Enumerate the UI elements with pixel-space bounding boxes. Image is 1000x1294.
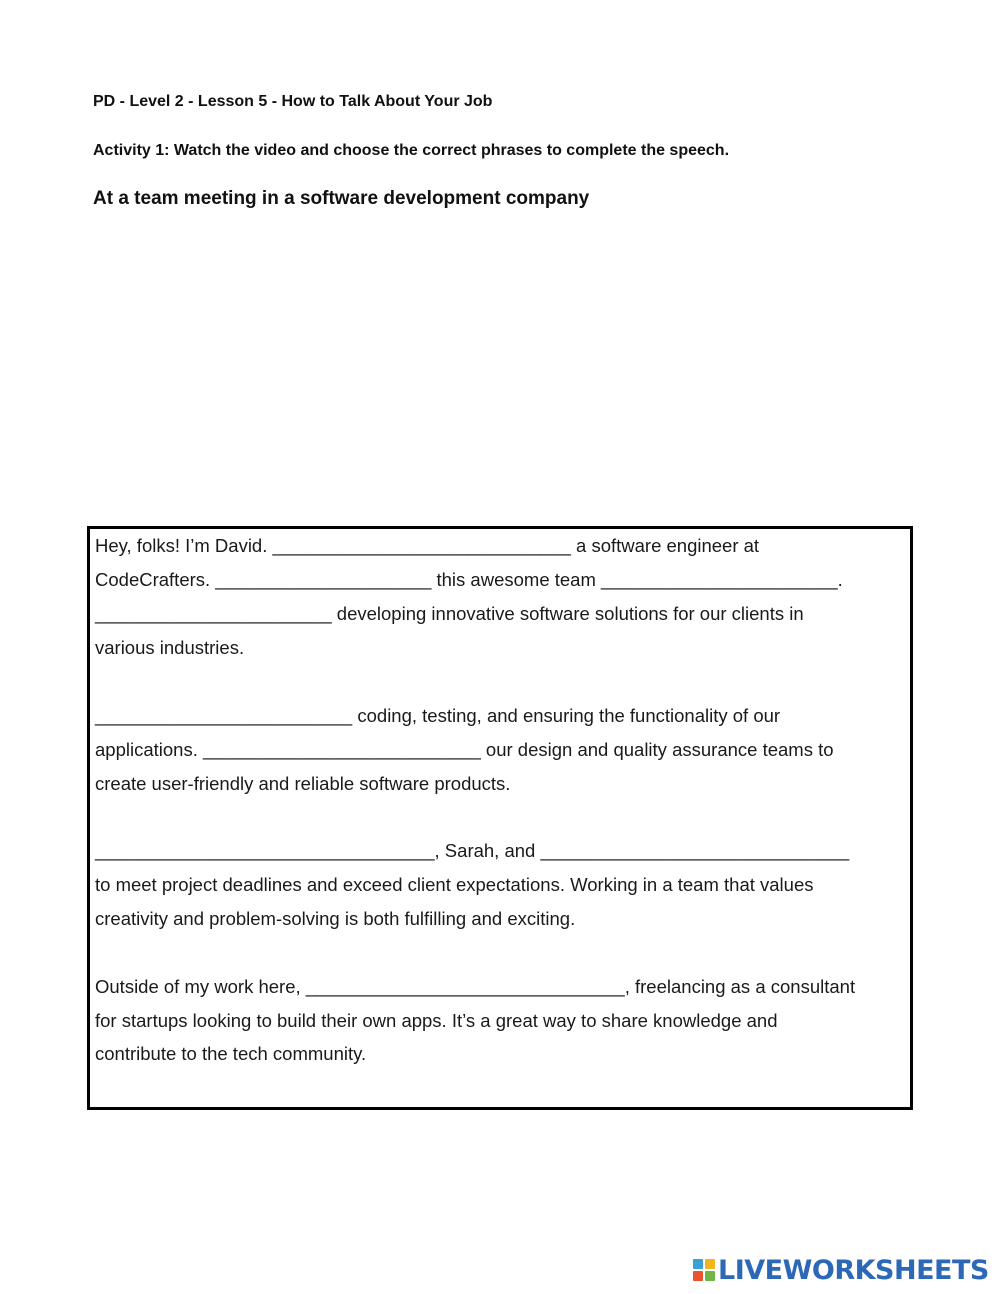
speech-line: creativity and problem-solving is both fulfilling and exciting. [95, 908, 576, 929]
logo-block [693, 1259, 703, 1269]
speech-line: Outside of my work here, _______________________________, freelancing as a consultant [95, 976, 856, 997]
logo-block [693, 1271, 703, 1281]
logo-blocks-icon [693, 1259, 715, 1281]
logo-text: LIVEWORKSHEETS [718, 1254, 989, 1286]
speech-line: applications. ___________________________ our design and quality assurance teams to [95, 739, 834, 760]
speech-line: various industries. [95, 637, 245, 658]
speech-line: CodeCrafters. _____________________ this awesome team _______________________. [95, 569, 843, 590]
speech-line: Hey, folks! I’m David. _____________________________ a software engineer at [95, 535, 760, 556]
activity-instructions: Activity 1: Watch the video and choose the correct phrases to complete the speech. [93, 142, 730, 159]
speech-line: create user-friendly and reliable software products. [95, 773, 511, 794]
speech-box [87, 526, 913, 1110]
logo-block [705, 1259, 715, 1269]
logo-block [705, 1271, 715, 1281]
speech-line: _________________________ coding, testing, and ensuring the functionality of our [95, 705, 781, 726]
speech-line: _________________________________, Sarah, and ______________________________ [95, 840, 850, 861]
context-title: At a team meeting in a software development company [93, 188, 590, 209]
speech-line: _______________________ developing innovative software solutions for our clients in [95, 603, 804, 624]
speech-line: for startups looking to build their own apps. It’s a great way to share knowledge and [95, 1010, 778, 1031]
speech-line: to meet project deadlines and exceed client expectations. Working in a team that values [95, 874, 814, 895]
lesson-title: PD - Level 2 - Lesson 5 - How to Talk About Your Job [93, 93, 493, 110]
speech-line: contribute to the tech community. [95, 1043, 367, 1064]
liveworksheets-logo [693, 1253, 989, 1287]
